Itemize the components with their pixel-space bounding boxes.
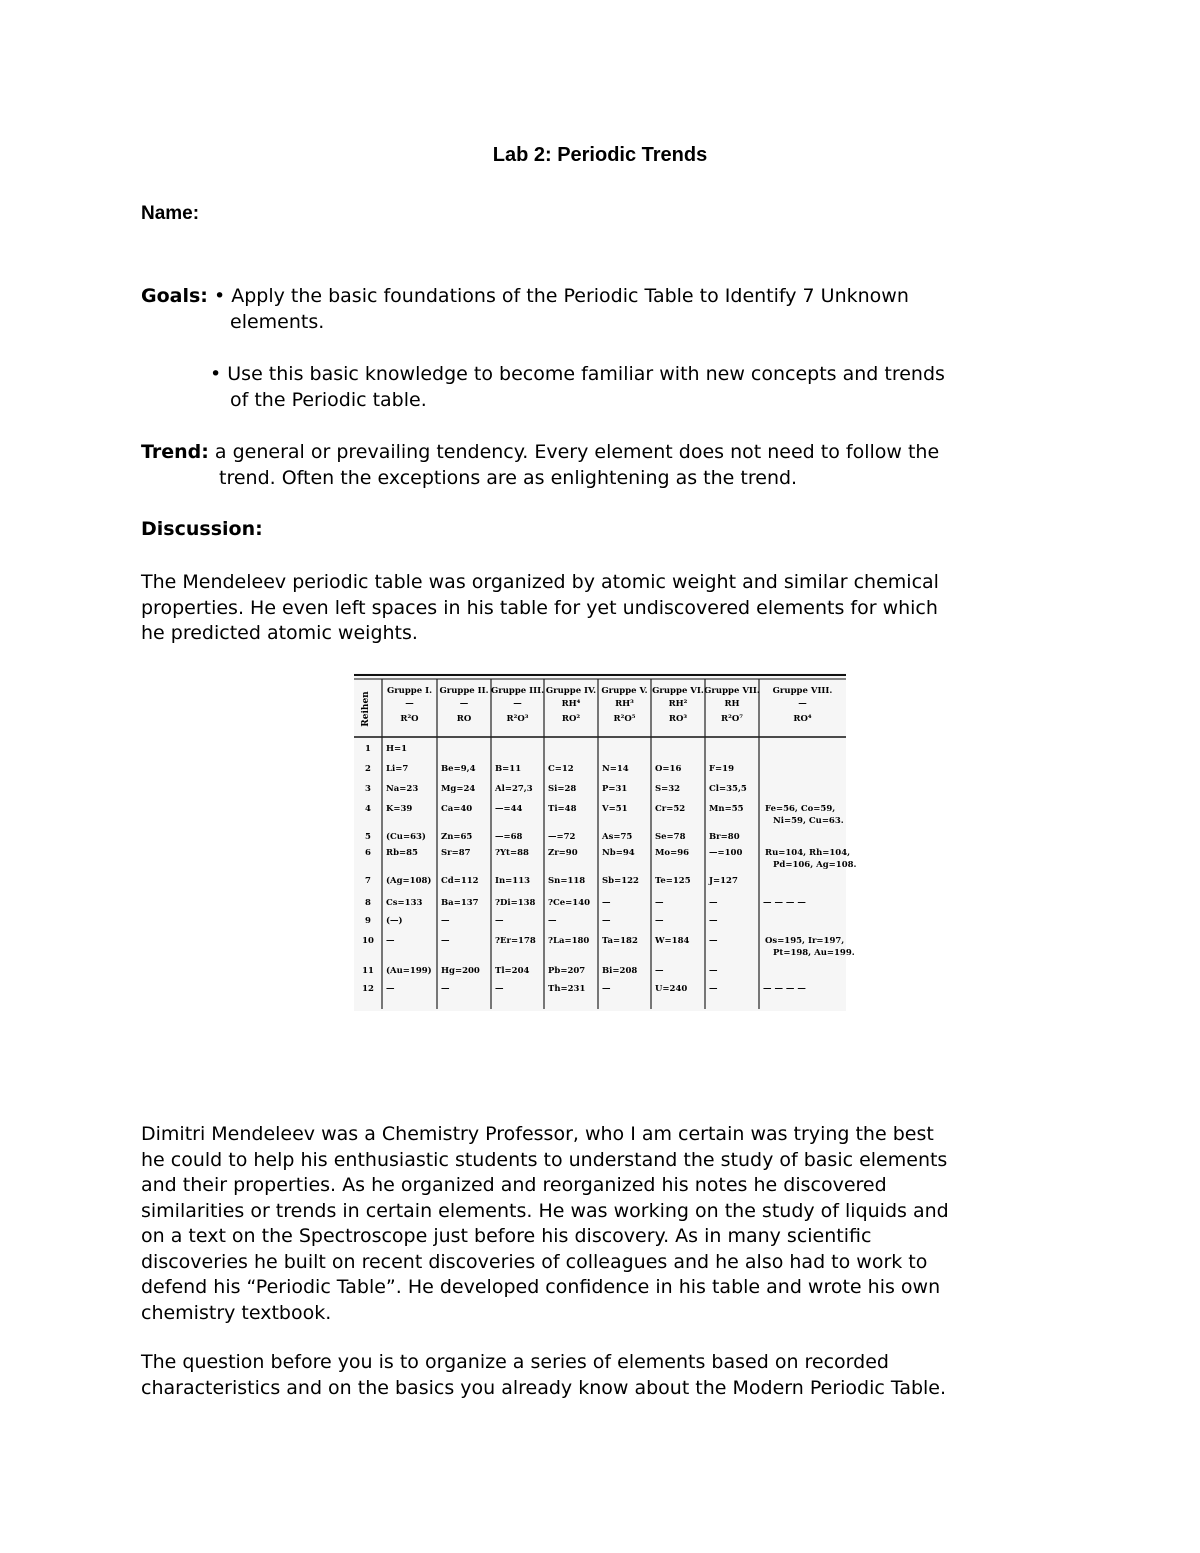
text-line: properties. He even left spaces in his table for yet undiscovered elements for which [141, 596, 938, 619]
table-header-cell: RH⁴ [561, 699, 581, 709]
table-cell: — — — — [763, 898, 806, 908]
mendeleev-table [354, 673, 857, 1011]
table-cell: — [709, 916, 718, 926]
table-cell: — [441, 916, 450, 926]
row-number: 10 [362, 936, 374, 946]
table-cell: — [709, 966, 718, 976]
table-cell: Nb=94 [602, 848, 635, 858]
table-cell: Hg=200 [441, 966, 480, 976]
table-cell: F=19 [709, 764, 734, 774]
table-cell: Mn=55 [709, 804, 744, 814]
table-cell: — [602, 984, 611, 994]
table-cell: Cl=35,5 [709, 784, 747, 794]
discussion-paragraph-2 [141, 1122, 1071, 1326]
row-number: 1 [365, 744, 371, 754]
table-cell: — [655, 898, 664, 908]
table-cell: H=1 [386, 744, 408, 754]
table-header-cell: RH³ [615, 699, 634, 709]
header-reihen: Reihen [361, 691, 371, 727]
table-header-cell: R²O³ [506, 714, 529, 724]
table-cell: Pt=198, Au=199. [773, 948, 855, 958]
table-header-cell: RO³ [668, 714, 688, 724]
text-line: he predicted atomic weights. [141, 622, 418, 644]
row-number: 4 [365, 804, 371, 814]
table-cell: — [602, 916, 611, 926]
table-header-cell: Gruppe I. [386, 686, 433, 696]
table-cell: Si=28 [548, 784, 577, 794]
trend-definition: a general or prevailing tendency. Every element does not need to follow the [214, 441, 940, 463]
table-cell: Na=23 [386, 784, 419, 794]
row-number: 12 [362, 984, 374, 994]
goal-item-1-cont: elements. [230, 310, 325, 333]
discussion-paragraph-1 [141, 570, 1071, 647]
table-cell: (Ag=108) [386, 876, 432, 886]
table-cell: P=31 [602, 784, 628, 794]
trend-definition-cont: trend. Often the exceptions are as enlightening as the trend. [219, 466, 798, 489]
table-header-cell: Gruppe IV. [545, 686, 597, 696]
table-cell: — [548, 916, 557, 926]
table-cell: Te=125 [655, 876, 691, 886]
table-cell: — [386, 936, 395, 946]
table-header-cell: RH [724, 699, 740, 709]
table-cell: Zn=65 [441, 832, 473, 842]
table-cell: O=16 [655, 764, 682, 774]
text-line: and their properties. As he organized and reorganized his notes he discovered [141, 1174, 887, 1196]
row-number: 5 [365, 832, 371, 842]
table-header-cell: RH² [668, 699, 688, 709]
table-cell: — [495, 984, 504, 994]
table-cell: U=240 [655, 984, 688, 994]
table-cell: ?Di=138 [495, 898, 536, 908]
table-cell: (Au=199) [386, 966, 432, 976]
table-cell: — [709, 898, 718, 908]
table-cell: Sr=87 [441, 848, 471, 858]
bullet-icon: • [210, 363, 222, 385]
table-cell: — [709, 936, 718, 946]
text-line: The question before you is to organize a series of elements based on recorded [141, 1351, 889, 1373]
table-cell: — [602, 898, 611, 908]
table-cell: — [386, 984, 395, 994]
mendeleev-table-figure [354, 673, 857, 1011]
table-cell: Fe=56, Co=59, [765, 804, 836, 814]
discussion-heading: Discussion: [141, 518, 263, 540]
table-header-cell: RO⁴ [793, 714, 812, 724]
table-cell: — [655, 916, 664, 926]
table-cell: Ta=182 [602, 936, 638, 946]
trend-section [141, 440, 1071, 491]
table-cell: K=39 [386, 804, 413, 814]
table-cell: Sn=118 [548, 876, 586, 886]
table-cell: S=32 [655, 784, 681, 794]
table-cell: —=68 [495, 832, 523, 842]
table-cell: Ba=137 [441, 898, 479, 908]
table-cell: Ti=48 [548, 804, 577, 814]
table-cell: (Cu=63) [386, 832, 426, 842]
table-cell: In=113 [495, 876, 531, 886]
row-number: 8 [365, 898, 371, 908]
table-header-cell: — [513, 699, 522, 709]
text-line: he could to help his enthusiastic students to understand the study of basic elements [141, 1148, 948, 1171]
table-cell: Ca=40 [441, 804, 473, 814]
table-header-cell: R²O⁷ [721, 714, 743, 724]
table-cell: — [441, 984, 450, 994]
table-cell: N=14 [602, 764, 629, 774]
table-cell: — [441, 936, 450, 946]
table-cell: Li=7 [386, 764, 409, 774]
table-cell: Mg=24 [441, 784, 476, 794]
table-cell: Cs=133 [386, 898, 423, 908]
table-cell: — [709, 984, 718, 994]
table-cell: Bi=208 [602, 966, 638, 976]
table-cell: ?Ce=140 [548, 898, 591, 908]
row-number: 9 [365, 916, 371, 926]
table-cell: Ru=104, Rh=104, [765, 848, 851, 858]
table-cell: Pb=207 [548, 966, 586, 976]
table-cell: Be=9,4 [441, 764, 476, 774]
text-line: on a text on the Spectroscope just before his discovery. As in many scientific [141, 1225, 872, 1247]
table-cell: Rb=85 [386, 848, 418, 858]
table-cell: —=72 [548, 832, 576, 842]
table-cell: Tl=204 [495, 966, 530, 976]
name-label: Name: [141, 203, 200, 224]
table-cell: C=12 [548, 764, 574, 774]
table-cell: ?Yt=88 [495, 848, 529, 858]
table-cell: Sb=122 [602, 876, 639, 886]
row-number: 3 [365, 784, 371, 794]
goals-label: Goals: [141, 285, 208, 307]
text-line: Dimitri Mendeleev was a Chemistry Professor, who I am certain was trying the best [141, 1123, 934, 1145]
table-header-cell: — [798, 699, 807, 709]
table-header-cell: Gruppe VI. [652, 686, 704, 696]
table-cell: V=51 [602, 804, 628, 814]
table-header-cell: Gruppe II. [439, 686, 489, 696]
goals-section [141, 284, 1071, 335]
table-cell: Os=195, Ir=197, [765, 936, 845, 946]
goal-item-2: Use this basic knowledge to become familiar with new concepts and trends [227, 363, 945, 385]
table-header-cell: RO² [561, 714, 581, 724]
text-line: discoveries he built on recent discoveries of colleagues and he also had to work to [141, 1250, 928, 1273]
table-header-cell: Gruppe VII. [704, 686, 760, 696]
bullet-icon: • [213, 285, 226, 307]
table-cell: Ni=59, Cu=63. [773, 816, 844, 826]
table-cell: — — — — [763, 984, 806, 994]
table-header-cell: Gruppe V. [601, 686, 648, 696]
text-line: characteristics and on the basics you already know about the Modern Periodic Table. [141, 1376, 947, 1399]
table-header-cell: R²O [400, 714, 419, 724]
goal-item-2-cont: of the Periodic table. [230, 388, 427, 411]
table-cell: — [655, 966, 664, 976]
table-cell: —=100 [709, 848, 743, 858]
discussion-paragraph-3 [141, 1350, 1071, 1401]
text-line: The Mendeleev periodic table was organized by atomic weight and similar chemical [141, 571, 939, 593]
table-cell: Al=27,3 [495, 784, 533, 794]
table-cell: J=127 [709, 876, 738, 886]
table-cell: As=75 [602, 832, 633, 842]
text-line: chemistry textbook. [141, 1301, 332, 1324]
goal-item-2-block [210, 362, 1070, 413]
table-cell: Zr=90 [548, 848, 578, 858]
text-line: defend his “Periodic Table”. He developed confidence in his table and wrote his own [141, 1276, 941, 1298]
row-number: 2 [365, 764, 371, 774]
table-cell: ?Er=178 [495, 936, 536, 946]
goal-item-1: Apply the basic foundations of the Periodic Table to Identify 7 Unknown [231, 285, 909, 307]
row-number: 7 [365, 876, 371, 886]
table-cell: Mo=96 [655, 848, 690, 858]
table-header-cell: — [405, 699, 414, 709]
table-cell: Br=80 [709, 832, 740, 842]
table-cell: B=11 [495, 764, 522, 774]
table-header-cell: Gruppe VIII. [772, 686, 833, 696]
row-number: 6 [365, 848, 371, 858]
table-cell: (—) [386, 916, 403, 926]
trend-label: Trend: [141, 441, 209, 463]
table-cell: Cd=112 [441, 876, 479, 886]
table-cell: ?La=180 [548, 936, 590, 946]
table-header-cell: Gruppe III. [490, 686, 545, 696]
table-header-cell: — [459, 699, 469, 709]
table-cell: Se=78 [655, 832, 686, 842]
table-header-cell: R²O⁵ [613, 714, 636, 724]
table-cell: —=44 [495, 804, 523, 814]
text-line: similarities or trends in certain elements. He was working on the study of liquids and [141, 1199, 949, 1222]
table-cell: — [495, 916, 504, 926]
table-cell: W=184 [655, 936, 690, 946]
table-cell: Th=231 [548, 984, 586, 994]
table-cell: Pd=106, Ag=108. [773, 860, 857, 870]
table-header-cell: RO [456, 714, 472, 724]
row-number: 11 [362, 966, 374, 976]
page-title: Lab 2: Periodic Trends [492, 144, 708, 166]
table-cell: Cr=52 [655, 804, 686, 814]
